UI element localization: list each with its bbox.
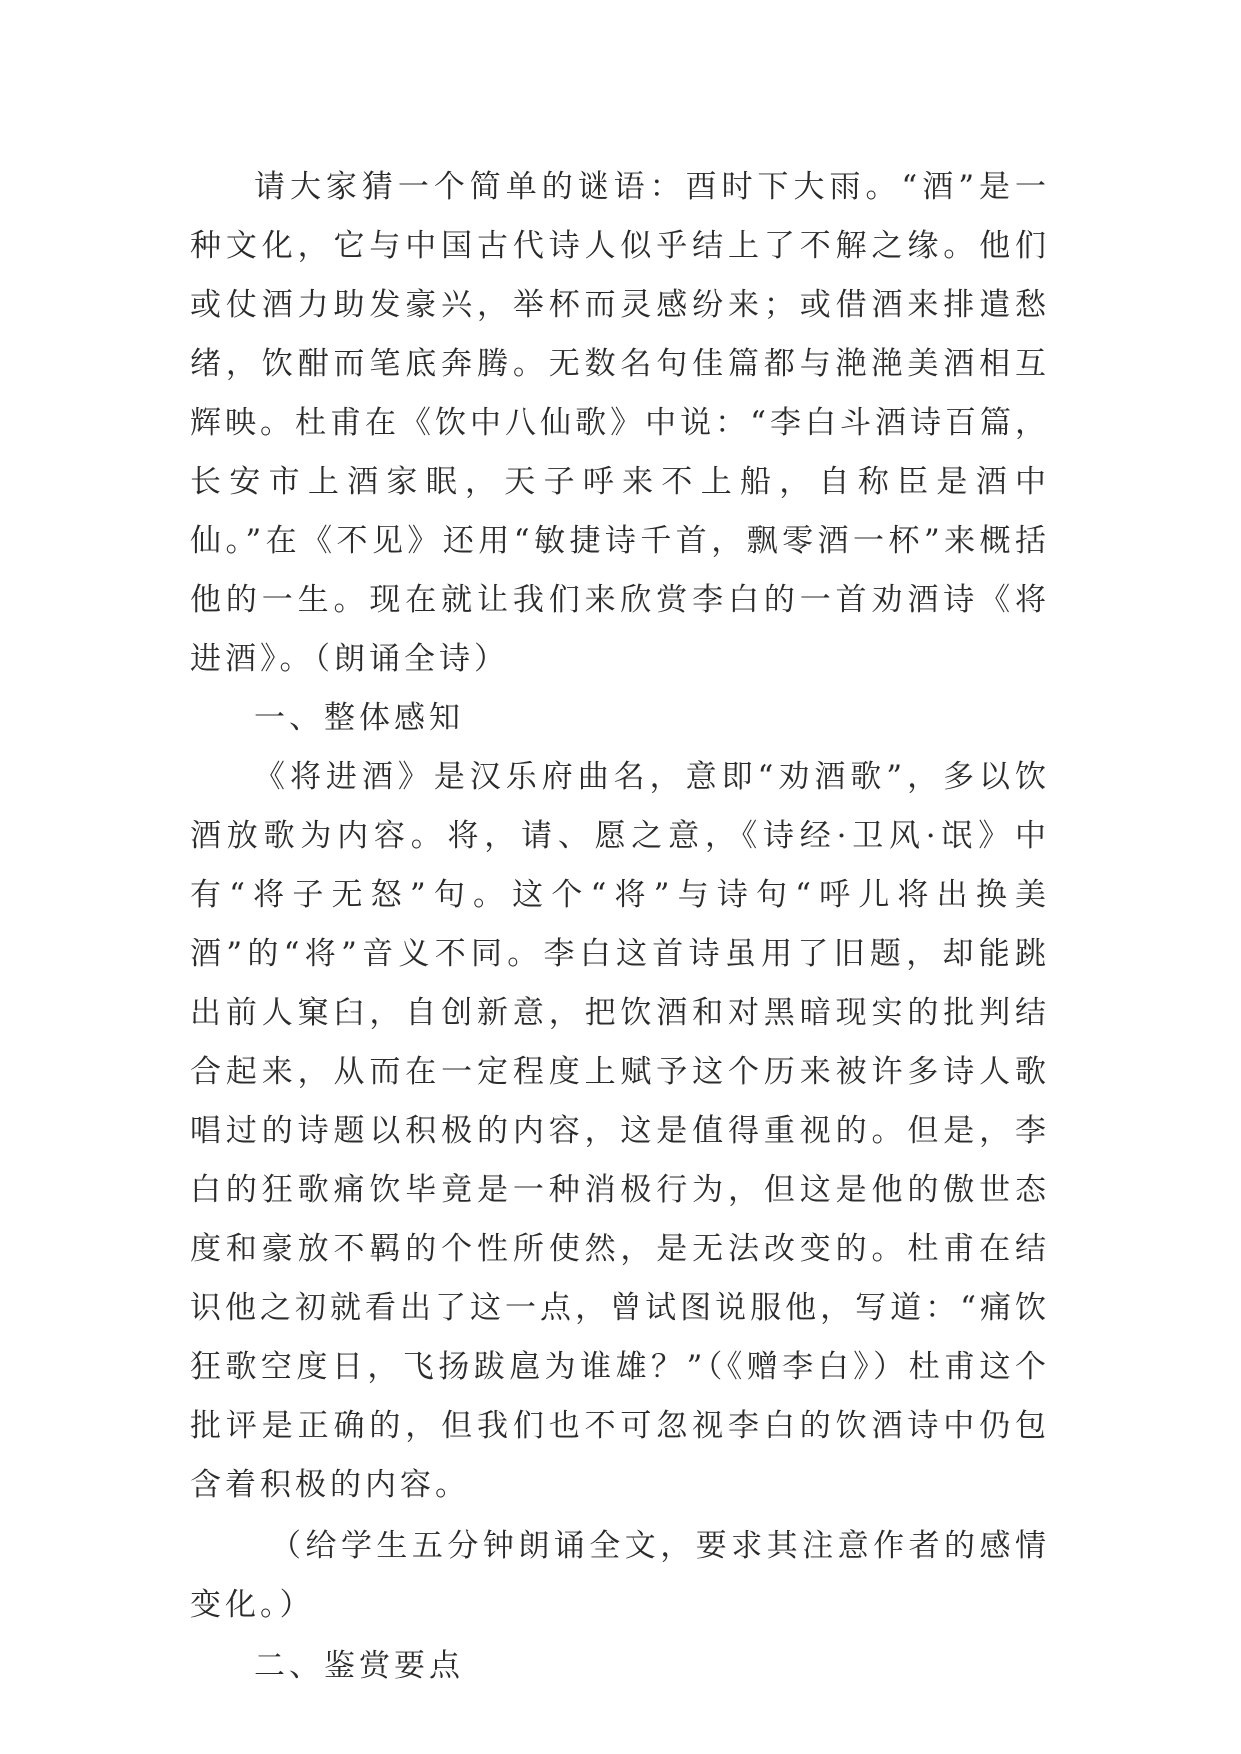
intro-paragraph: 请大家猜一个简单的谜语：酉时下大雨。“酒”是一种文化，它与中国古代诗人似乎结上了不解之缘。他们或仗酒力助发豪兴，举杯而灵感纷来；或借酒来排遣愁绪，饮酣而笔底奔腾。无数名句佳篇都与滟滟美酒相互辉映。杜甫在《饮中八仙歌》中说：“李白斗酒诗百篇，长安市上酒家眠，天子呼来不上船，自称臣是酒中仙。”在《不见》还用“敏捷诗千首，飘零酒一杯”来概括他的一生。现在就让我们来欣赏李白的一首劝酒诗《将进酒》。（朗诵全诗） [190,169,1050,677]
section-heading-overall-perception: 一、整体感知 [254,700,464,736]
teaching-note: （给学生五分钟朗诵全文，要求其注意作者的感情变化。） [190,1528,1050,1623]
document-body [190,158,1050,1696]
section-heading-appreciation-points: 二、鉴赏要点 [254,1648,464,1684]
section-body-overall-perception: 《将进酒》是汉乐府曲名，意即“劝酒歌”，多以饮酒放歌为内容。将，请、愿之意，《诗经·卫风·氓》中有“将子无怒”句。这个“将”与诗句“呼儿将出换美酒”的“将”音义不同。李白这首诗虽用了旧题，却能跳出前人窠臼，自创新意，把饮酒和对黑暗现实的批判结合起来，从而在一定程度上赋予这个历来被许多诗人歌唱过的诗题以积极的内容，这是值得重视的。但是，李白的狂歌痛饮毕竟是一种消极行为，但这是他的傲世态度和豪放不羁的个性所使然，是无法改变的。杜甫在结识他之初就看出了这一点，曾试图说服他，写道：“痛饮狂歌空度日，飞扬跋扈为谁雄？”（《赠李白》）杜甫这个批评是正确的，但我们也不可忽视李白的饮酒诗中仍包含着积极的内容。 [190,759,1050,1503]
